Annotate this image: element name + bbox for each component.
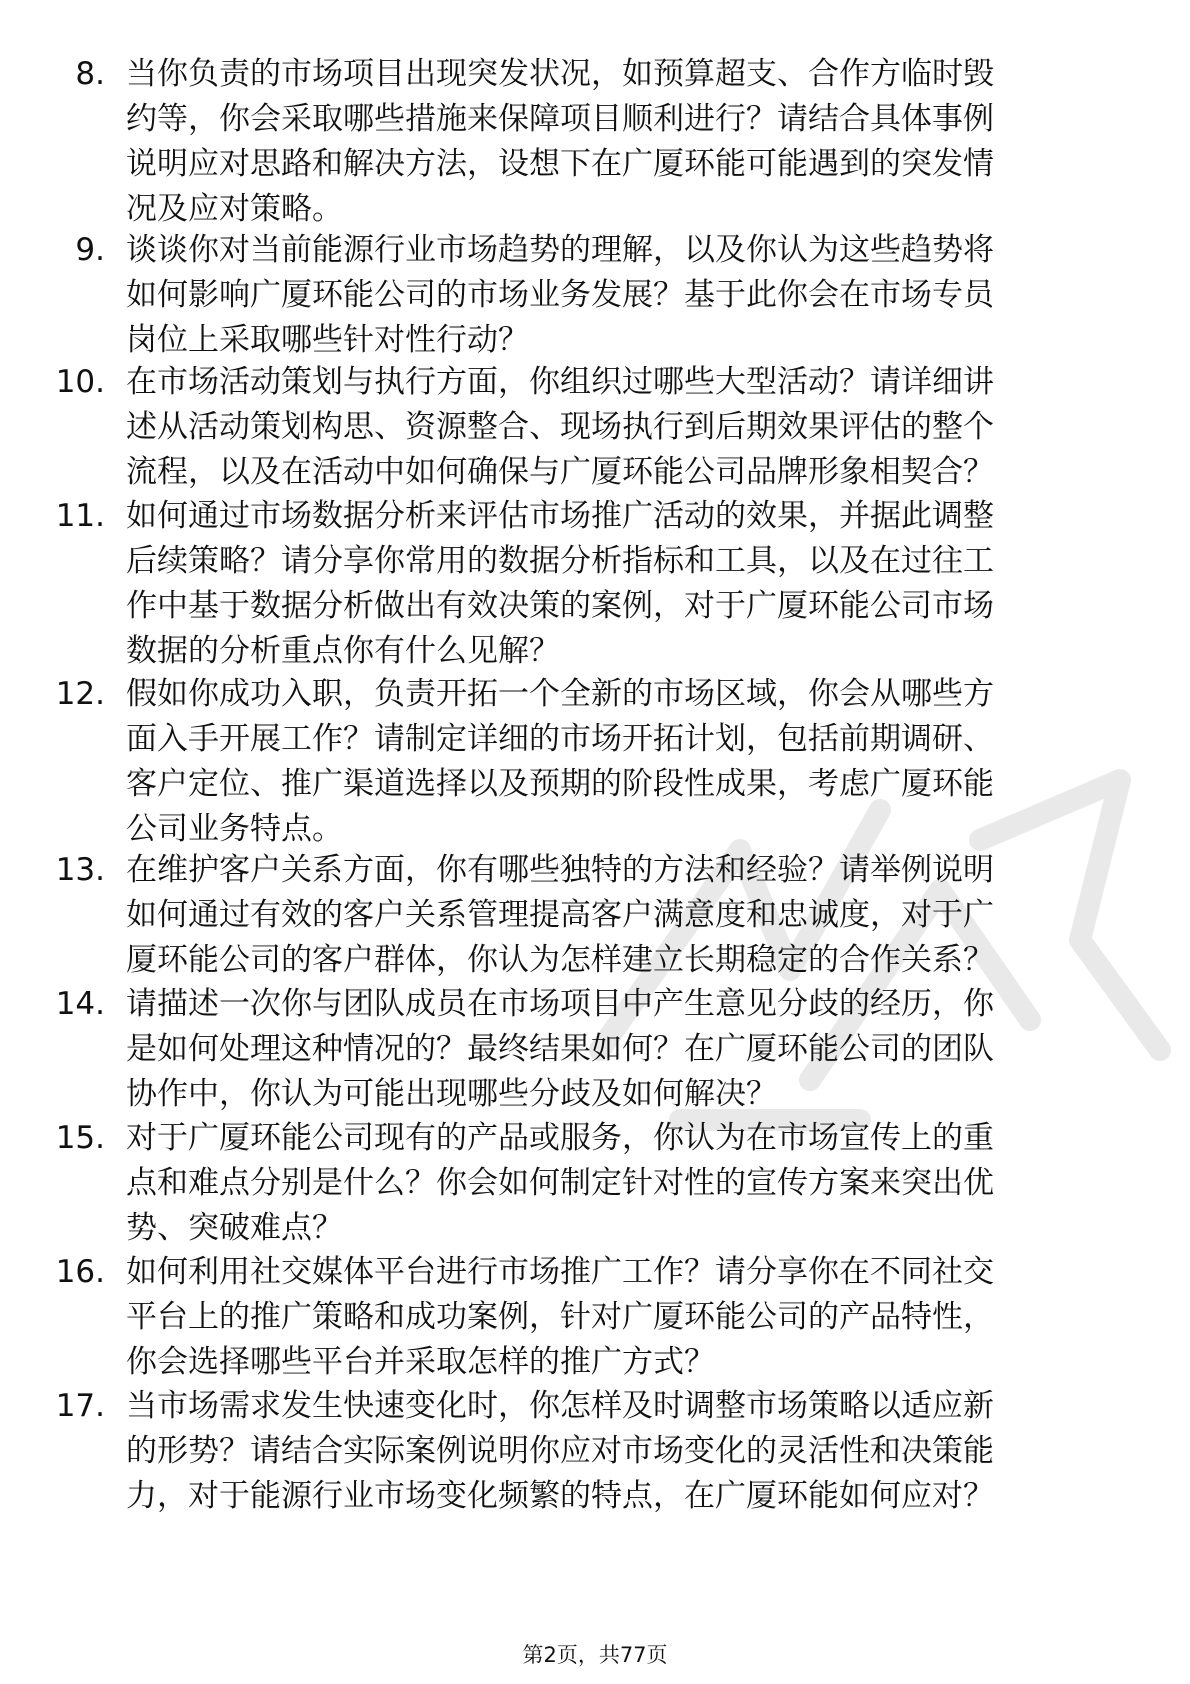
question-text <box>126 228 1126 363</box>
question-line: 约等，你会采取哪些措施来保障项目顺利进行？请结合具体事例 <box>126 101 994 137</box>
question-number: 14. <box>55 986 105 1022</box>
question-text <box>126 848 1126 983</box>
question-line: 岗位上采取哪些针对性行动？ <box>126 322 529 358</box>
question-line: 的形势？请结合实际案例说明你应对市场变化的灵活性和决策能 <box>126 1433 994 1469</box>
question-line: 说明应对思路和解决方法，设想下在广厦环能可能遇到的突发情 <box>126 146 994 182</box>
question-line: 平台上的推广策略和成功案例，针对广厦环能公司的产品特性， <box>126 1299 994 1335</box>
question-number: 16. <box>55 1254 105 1290</box>
question-line: 况及应对策略。 <box>126 191 343 227</box>
page-footer: 第2页，共77页 <box>522 1643 668 1667</box>
question-line: 作中基于数据分析做出有效决策的案例，对于广厦环能公司市场 <box>126 588 994 624</box>
question-line: 势、突破难点？ <box>126 1210 343 1246</box>
question-line: 在市场活动策划与执行方面，你组织过哪些大型活动？请详细讲 <box>126 364 994 400</box>
question-line: 点和难点分别是什么？你会如何制定针对性的宣传方案来突出优 <box>126 1165 994 1201</box>
question-line: 如何通过有效的客户关系管理提高客户满意度和忠诚度，对于广 <box>126 897 994 933</box>
question-line: 如何利用社交媒体平台进行市场推广工作？请分享你在不同社交 <box>126 1254 994 1290</box>
question-line: 如何通过市场数据分析来评估市场推广活动的效果，并据此调整 <box>126 498 994 534</box>
question-number: 12. <box>55 676 105 712</box>
question-line: 厦环能公司的客户群体，你认为怎样建立长期稳定的合作关系？ <box>126 942 994 978</box>
question-line: 如何影响广厦环能公司的市场业务发展？基于此你会在市场专员 <box>126 277 994 313</box>
question-line: 请描述一次你与团队成员在市场项目中产生意见分歧的经历，你 <box>126 986 994 1022</box>
question-text <box>126 672 1126 852</box>
question-line: 在维护客户关系方面，你有哪些独特的方法和经验？请举例说明 <box>126 852 994 888</box>
question-line: 谈谈你对当前能源行业市场趋势的理解，以及你认为这些趋势将 <box>126 232 994 268</box>
question-line: 力，对于能源行业市场变化频繁的特点，在广厦环能如何应对？ <box>126 1478 994 1514</box>
question-line: 你会选择哪些平台并采取怎样的推广方式？ <box>126 1344 715 1380</box>
question-text <box>126 982 1126 1117</box>
question-text <box>126 52 1126 232</box>
question-line: 公司业务特点。 <box>126 811 343 847</box>
question-line: 假如你成功入职，负责开拓一个全新的市场区域，你会从哪些方 <box>126 676 994 712</box>
question-line: 当市场需求发生快速变化时，你怎样及时调整市场策略以适应新 <box>126 1388 994 1424</box>
question-number: 9. <box>75 232 105 268</box>
question-number: 8. <box>75 56 105 92</box>
question-text <box>126 360 1126 495</box>
question-text <box>126 494 1126 674</box>
question-number: 17. <box>55 1388 105 1424</box>
question-line: 后续策略？请分享你常用的数据分析指标和工具，以及在过往工 <box>126 543 994 579</box>
question-line: 对于广厦环能公司现有的产品或服务，你认为在市场宣传上的重 <box>126 1120 994 1156</box>
question-line: 当你负责的市场项目出现突发状况，如预算超支、合作方临时毁 <box>126 56 994 92</box>
question-line: 客户定位、推广渠道选择以及预期的阶段性成果，考虑广厦环能 <box>126 766 994 802</box>
question-line: 流程，以及在活动中如何确保与广厦环能公司品牌形象相契合？ <box>126 454 994 490</box>
question-number: 15. <box>55 1120 105 1156</box>
question-line: 述从活动策划构思、资源整合、现场执行到后期效果评估的整个 <box>126 409 994 445</box>
question-line: 数据的分析重点你有什么见解？ <box>126 633 560 669</box>
question-line: 是如何处理这种情况的？最终结果如何？在广厦环能公司的团队 <box>126 1031 994 1067</box>
question-text <box>126 1384 1126 1519</box>
question-line: 协作中，你认为可能出现哪些分歧及如何解决？ <box>126 1076 777 1112</box>
question-text <box>126 1250 1126 1385</box>
question-number: 10. <box>55 364 105 400</box>
question-number: 11. <box>55 498 105 534</box>
question-line: 面入手开展工作？请制定详细的市场开拓计划，包括前期调研、 <box>126 721 994 757</box>
question-text <box>126 1116 1126 1251</box>
question-number: 13. <box>55 852 105 888</box>
